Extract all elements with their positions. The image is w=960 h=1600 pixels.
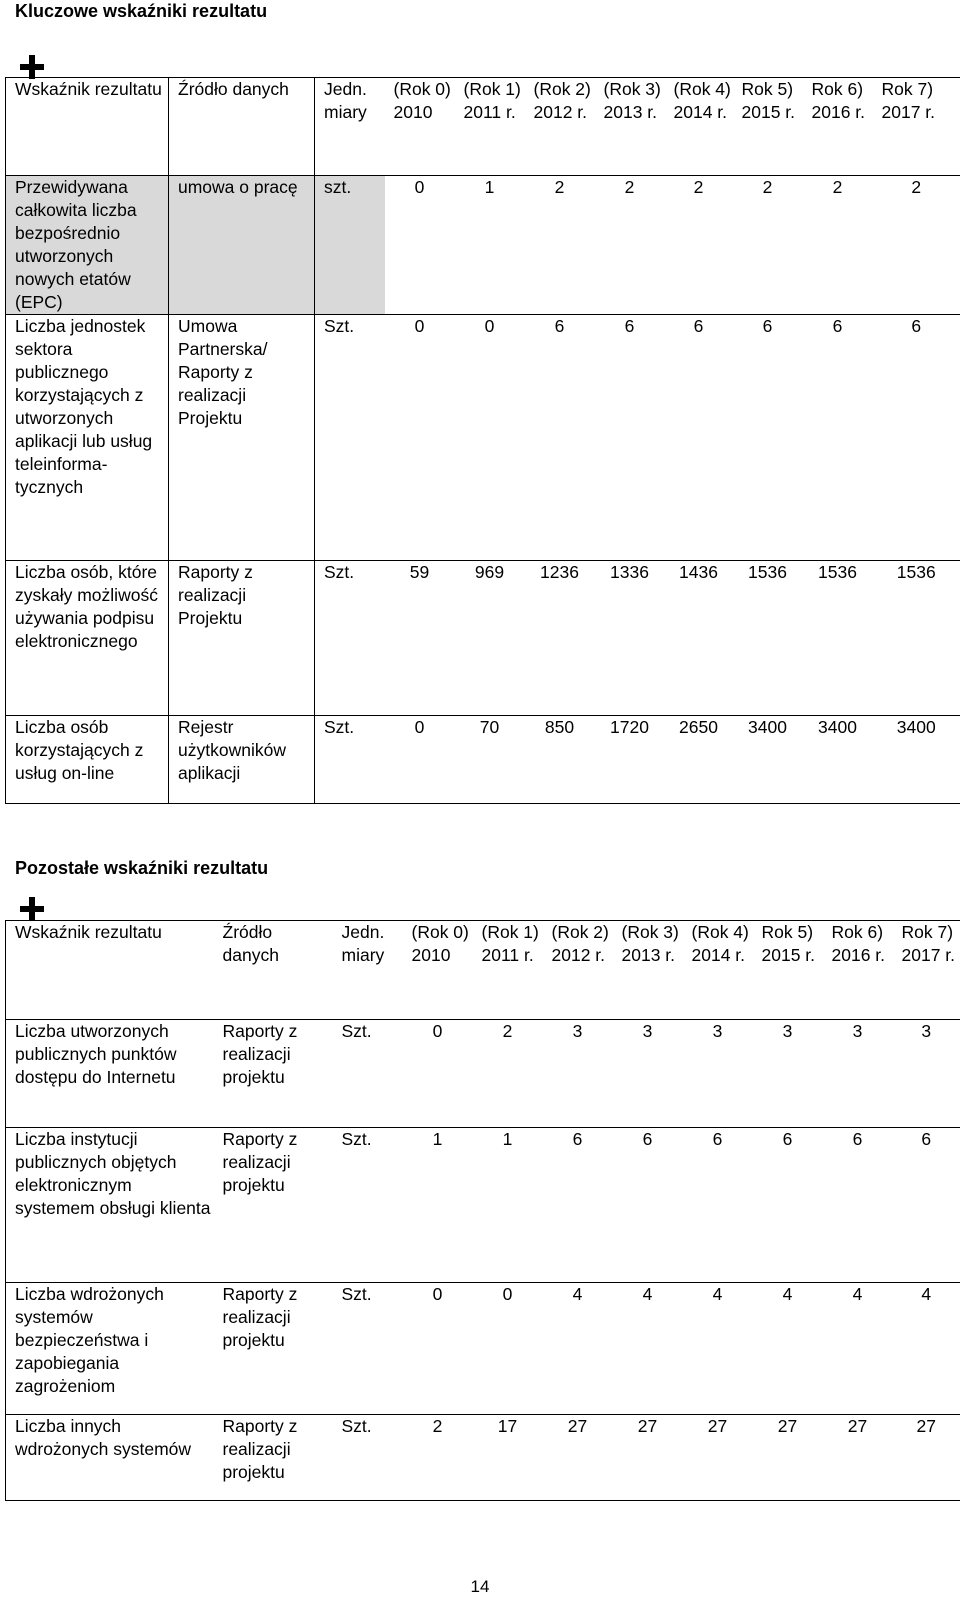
value-cell: 3 [613,1020,683,1128]
value-cell: 6 [823,1128,893,1283]
unit-cell: Szt. [315,315,385,561]
header-year: (Rok 0) 2010 [385,78,455,176]
source-cell: umowa o pracę [169,176,315,315]
value-cell: 0 [473,1283,543,1415]
value-cell: 6 [595,315,665,561]
source-cell: Rejestr użytkowników aplikacji [169,716,315,804]
header-year: (Rok 1) 2011 r. [455,78,525,176]
value-cell: 3 [893,1020,960,1128]
header-year: Rok 6) 2016 r. [803,78,873,176]
value-cell: 4 [683,1283,753,1415]
value-cell: 1436 [665,561,733,716]
table-row [6,1415,960,1501]
value-cell: 2 [525,176,595,315]
source-cell: Raporty z realizacji projektu [214,1283,333,1415]
header-indicator: Wskaźnik rezultatu [6,921,214,1020]
value-cell: 6 [753,1128,823,1283]
value-cell: 6 [893,1128,960,1283]
value-cell: 0 [403,1283,473,1415]
table-row [6,315,960,561]
value-cell: 0 [385,716,455,804]
value-cell: 850 [525,716,595,804]
value-cell: 4 [823,1283,893,1415]
value-cell: 1 [473,1128,543,1283]
header-year: (Rok 2) 2012 r. [543,921,613,1020]
value-cell: 4 [893,1283,960,1415]
header-indicator: Wskaźnik rezultatu [6,78,169,176]
value-cell: 1536 [873,561,960,716]
indicator-cell: Liczba jednostek sektora publicznego korzystających z utworzonych aplikacji lub usług teleinforma-tycznych [6,315,169,561]
unit-cell: Szt. [333,1283,403,1415]
plus-icon [20,897,44,921]
value-cell: 27 [753,1415,823,1501]
header-year: Rok 7) 2017 r. [873,78,960,176]
value-cell: 6 [733,315,803,561]
header-year: (Rok 3) 2013 r. [595,78,665,176]
section1-title: Kluczowe wskaźniki rezultatu [15,1,268,21]
indicator-cell: Liczba osób, które zyskały możliwość używania podpisu elektronicznego [6,561,169,716]
value-cell: 2 [595,176,665,315]
header-year: (Rok 2) 2012 r. [525,78,595,176]
unit-cell: Szt. [315,561,385,716]
source-cell: Raporty z realizacji projektu [214,1415,333,1501]
table-row [6,1128,960,1283]
header-unit: Jedn. miary [333,921,403,1020]
header-year: (Rok 1) 2011 r. [473,921,543,1020]
value-cell: 2 [803,176,873,315]
value-cell: 3400 [733,716,803,804]
value-cell: 0 [455,315,525,561]
table-row [6,176,960,315]
value-cell: 0 [385,315,455,561]
plus-icon [20,55,44,79]
value-cell: 59 [385,561,455,716]
value-cell: 2 [665,176,733,315]
indicator-cell: Liczba instytucji publicznych objętych elektronicznym systemem obsługi klienta [6,1128,214,1283]
other-indicators-table [5,920,960,1501]
value-cell: 1536 [803,561,873,716]
value-cell: 969 [455,561,525,716]
value-cell: 3400 [803,716,873,804]
header-unit: Jedn. miary [315,78,385,176]
value-cell: 27 [683,1415,753,1501]
table-header-row [6,78,960,176]
key-indicators-table [5,77,960,804]
value-cell: 1720 [595,716,665,804]
value-cell: 0 [403,1020,473,1128]
value-cell: 4 [613,1283,683,1415]
page-number: 14 [470,1577,490,1596]
value-cell: 6 [613,1128,683,1283]
value-cell: 6 [803,315,873,561]
indicator-cell: Liczba utworzonych publicznych punktów dostępu do Internetu [6,1020,214,1128]
table-row [6,1283,960,1415]
source-cell: Umowa Partnerska/ Raporty z realizacji Projektu [169,315,315,561]
value-cell: 6 [665,315,733,561]
indicator-cell: Liczba wdrożonych systemów bezpieczeństwa i zapobiegania zagrożeniom [6,1283,214,1415]
unit-cell: Szt. [333,1415,403,1501]
value-cell: 6 [525,315,595,561]
value-cell: 2 [473,1020,543,1128]
value-cell: 27 [893,1415,960,1501]
value-cell: 3 [683,1020,753,1128]
unit-cell: Szt. [333,1128,403,1283]
indicator-cell: Liczba osób korzystających z usług on-line [6,716,169,804]
value-cell: 27 [613,1415,683,1501]
value-cell: 27 [823,1415,893,1501]
unit-cell: Szt. [315,716,385,804]
value-cell: 2650 [665,716,733,804]
value-cell: 27 [543,1415,613,1501]
value-cell: 3 [753,1020,823,1128]
value-cell: 17 [473,1415,543,1501]
value-cell: 2 [873,176,960,315]
header-source: Źródło danych [169,78,315,176]
header-source: Źródło danych [214,921,333,1020]
value-cell: 3 [543,1020,613,1128]
source-cell: Raporty z realizacji projektu [214,1020,333,1128]
unit-cell: szt. [315,176,385,315]
header-year: Rok 7) 2017 r. [893,921,960,1020]
value-cell: 70 [455,716,525,804]
value-cell: 1336 [595,561,665,716]
source-cell: Raporty z realizacji projektu [214,1128,333,1283]
value-cell: 1 [403,1128,473,1283]
value-cell: 0 [385,176,455,315]
value-cell: 3400 [873,716,960,804]
value-cell: 2 [403,1415,473,1501]
header-year: (Rok 0) 2010 [403,921,473,1020]
table-row [6,716,960,804]
value-cell: 6 [873,315,960,561]
value-cell: 4 [543,1283,613,1415]
value-cell: 6 [543,1128,613,1283]
section2-title: Pozostałe wskaźniki rezultatu [15,858,269,878]
value-cell: 3 [823,1020,893,1128]
source-cell: Raporty z realizacji Projektu [169,561,315,716]
value-cell: 1236 [525,561,595,716]
table-header-row [6,921,960,1020]
indicator-cell: Przewidywana całkowita liczba bezpośrednio utworzonych nowych etatów (EPC) [6,176,169,315]
value-cell: 1536 [733,561,803,716]
header-year: Rok 5) 2015 r. [733,78,803,176]
header-year: (Rok 4) 2014 r. [665,78,733,176]
indicator-cell: Liczba innych wdrożonych systemów [6,1415,214,1501]
value-cell: 6 [683,1128,753,1283]
value-cell: 1 [455,176,525,315]
table-row [6,1020,960,1128]
header-year: Rok 5) 2015 r. [753,921,823,1020]
header-year: Rok 6) 2016 r. [823,921,893,1020]
header-year: (Rok 4) 2014 r. [683,921,753,1020]
table-row [6,561,960,716]
value-cell: 2 [733,176,803,315]
unit-cell: Szt. [333,1020,403,1128]
header-year: (Rok 3) 2013 r. [613,921,683,1020]
value-cell: 4 [753,1283,823,1415]
